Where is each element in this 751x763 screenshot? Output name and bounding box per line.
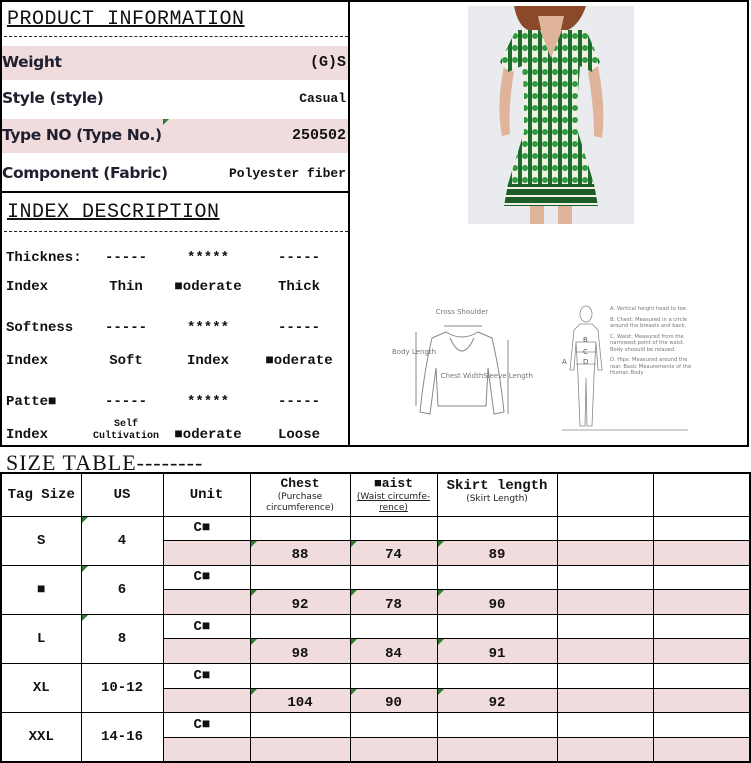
blank-cell: [350, 614, 437, 639]
pattern-level-row: [6, 419, 350, 445]
blank-cell: [250, 565, 350, 590]
tag-size-cell: [1, 713, 81, 762]
thickness-level-row: [6, 279, 350, 297]
tag-size-cell-text: XL: [32, 680, 50, 697]
index-marker: -----: [104, 320, 147, 336]
dress-photo-illustration: [468, 6, 634, 224]
letter-c: C: [583, 348, 588, 356]
cell-marker-icon: [251, 590, 257, 596]
blank-cell: [163, 639, 250, 664]
product-details-column: [2, 2, 350, 445]
us-size-cell-text: 10-12: [100, 680, 143, 697]
skirt-length-value-cell: [437, 737, 557, 762]
tag-size-cell: [1, 516, 81, 565]
size-table-title: SIZE TABLE--------: [6, 450, 204, 475]
chest-value-cell-text: 88: [291, 547, 309, 564]
us-size-cell-text: 8: [117, 630, 127, 647]
pattern-marker-row: [6, 394, 350, 412]
cell-marker-icon: [438, 590, 444, 596]
letter-b: B: [583, 336, 588, 344]
blank-cell: [437, 713, 557, 738]
skirt-length-value-cell-text: 91: [488, 645, 506, 662]
blank-cell: [350, 516, 437, 541]
index-level: ■oderate: [265, 353, 333, 369]
thickness-marker-row: [6, 250, 350, 268]
dashed-divider: [4, 231, 348, 232]
cross-shoulder-label: Cross Shoulder: [435, 308, 489, 316]
chest-value-cell-text: 92: [291, 596, 309, 613]
unit-cell-text: C■: [193, 667, 211, 684]
skirt-length-value-cell-text: 92: [488, 694, 506, 711]
header-label: US: [113, 486, 131, 503]
waist-value-cell-text: 78: [385, 596, 402, 613]
tag-size-cell-text: XXL: [28, 729, 54, 746]
header-sublabel: (Purchase circumference): [266, 491, 334, 513]
header-chest: [250, 473, 350, 516]
index-marker-selected: *****: [186, 320, 229, 336]
note-c: C. Waist: Measured from the narrowest point of the waist. Body shoould be relaxed.: [610, 333, 685, 353]
waist-value-cell: [350, 737, 437, 762]
blank-cell: [557, 516, 653, 541]
unit-cell-text: C■: [193, 717, 211, 734]
size-row-4-unit: [1, 664, 750, 689]
softness-level-row: [6, 353, 350, 371]
cell-marker-icon: [438, 689, 444, 695]
cell-marker-icon: [163, 119, 169, 125]
blank-cell: [557, 664, 653, 689]
header-unit: [163, 473, 250, 516]
tag-size-cell-text: S: [37, 532, 46, 549]
blank-cell: [557, 614, 653, 639]
cell-marker-icon: [351, 541, 357, 547]
blank-cell: [653, 516, 750, 541]
us-size-cell: [81, 664, 163, 713]
blank-cell: [437, 614, 557, 639]
blank-cell: [557, 590, 653, 615]
index-level: Loose: [277, 427, 320, 443]
tag-size-cell-text: L: [37, 630, 46, 647]
blank-cell: [437, 664, 557, 689]
unit-cell-text: C■: [193, 569, 211, 586]
index-label: Index: [6, 353, 49, 369]
blank-cell: [653, 614, 750, 639]
cell-marker-icon: [82, 566, 88, 572]
blank-cell: [653, 688, 750, 713]
index-marker-selected: *****: [186, 394, 229, 410]
blank-cell: [437, 565, 557, 590]
waist-value-cell-text: 74: [385, 547, 402, 564]
us-size-cell: [81, 516, 163, 565]
waist-value-cell-text: 84: [385, 645, 402, 662]
human-body-outline-icon: [560, 298, 692, 436]
cell-marker-icon: [351, 689, 357, 695]
chest-value-cell: [250, 541, 350, 566]
size-table: [0, 472, 751, 763]
blank-cell: [653, 713, 750, 738]
header-label: Tag Size: [7, 486, 75, 503]
cell-marker-icon: [351, 590, 357, 596]
info-row-component: [2, 157, 348, 191]
us-size-cell-text: 14-16: [100, 729, 143, 746]
chest-value-cell-text: 98: [291, 645, 309, 662]
unit-cell: [163, 516, 250, 541]
index-marker: -----: [104, 250, 147, 266]
index-level: Self Cultivation: [92, 419, 159, 442]
waist-value-cell: [350, 639, 437, 664]
tag-size-cell: [1, 565, 81, 614]
tag-size-cell: [1, 664, 81, 713]
body-measurement-diagram: [560, 298, 692, 436]
us-size-cell: [81, 565, 163, 614]
dashed-divider: [4, 36, 348, 37]
size-row-2-unit: [1, 565, 750, 590]
cell-marker-icon: [351, 639, 357, 645]
chest-width-label: Chest Width: [440, 372, 484, 380]
blank-cell: [653, 737, 750, 762]
us-size-cell-text: 6: [117, 581, 127, 598]
header-tag-size: [1, 473, 81, 516]
blank-cell: [163, 590, 250, 615]
info-value: 250502: [291, 127, 346, 144]
info-label: Style (style): [2, 89, 104, 107]
skirt-length-value-cell: [437, 590, 557, 615]
blank-cell: [250, 614, 350, 639]
blank-cell: [557, 639, 653, 664]
blank-cell: [557, 565, 653, 590]
note-d: D. Hips: Measured around the rear. Basic Meaurements of the Human Body: [610, 357, 692, 376]
index-level: Index: [186, 353, 229, 369]
info-value: Polyester fiber: [228, 166, 346, 181]
us-size-cell: [81, 713, 163, 762]
blank-cell: [250, 664, 350, 689]
cell-marker-icon: [438, 639, 444, 645]
sweater-outline-icon: [391, 302, 533, 426]
header-us: [81, 473, 163, 516]
index-label: Index: [6, 279, 49, 295]
index-level: Thick: [277, 279, 320, 295]
note-b: B. Chest: Measured in a circle around the breasts and back.: [610, 316, 688, 329]
index-level: ■oderate: [174, 279, 242, 295]
info-row-weight: [2, 46, 348, 80]
index-level: Thin: [109, 279, 143, 295]
header-sublabel: (Waist circumfe-rence): [356, 491, 431, 513]
index-marker: -----: [104, 394, 147, 410]
skirt-length-value-cell: [437, 541, 557, 566]
chest-value-cell: [250, 590, 350, 615]
images-column: [352, 2, 747, 445]
tag-size-cell: [1, 614, 81, 663]
index-marker-selected: *****: [186, 250, 229, 266]
header-label: ■aist: [373, 475, 413, 491]
waist-value-cell: [350, 590, 437, 615]
info-value: (G)S: [309, 54, 346, 71]
header-waist: [350, 473, 437, 516]
unit-cell: [163, 713, 250, 738]
cell-marker-icon: [82, 615, 88, 621]
cell-marker-icon: [251, 639, 257, 645]
dress-product-photo: [468, 6, 634, 224]
blank-cell: [653, 565, 750, 590]
tag-size-cell-text: ■: [37, 581, 46, 598]
us-size-cell-text: 4: [117, 532, 127, 549]
header-label: Skirt length: [446, 478, 548, 494]
blank-cell: [350, 664, 437, 689]
chest-value-cell: [250, 639, 350, 664]
sleeve-length-label: Sleeve Length: [483, 372, 533, 380]
blank-cell: [557, 688, 653, 713]
blank-cell: [163, 688, 250, 713]
blank-cell: [653, 639, 750, 664]
section-divider: [2, 191, 350, 193]
blank-cell: [653, 664, 750, 689]
index-label: Index: [6, 427, 49, 443]
cell-marker-icon: [438, 541, 444, 547]
softness-marker-row: [6, 320, 350, 338]
header-label: Chest: [280, 475, 320, 491]
info-label: Component (Fabric): [2, 164, 168, 182]
cell-marker-icon: [82, 517, 88, 523]
index-marker: -----: [277, 394, 320, 410]
header-empty: [653, 473, 750, 516]
size-row-1-unit: [1, 516, 750, 541]
chest-value-cell: [250, 737, 350, 762]
blank-cell: [653, 590, 750, 615]
skirt-length-value-cell-text: 90: [488, 596, 506, 613]
header-sublabel: (Skirt Length): [466, 494, 528, 504]
size-row-5-unit: [1, 713, 750, 738]
blank-cell: [250, 713, 350, 738]
info-row-style: [2, 82, 348, 116]
blank-cell: [653, 541, 750, 566]
blank-cell: [350, 565, 437, 590]
letter-a: A: [562, 358, 567, 366]
skirt-length-value-cell-text: 89: [488, 547, 506, 564]
blank-cell: [437, 516, 557, 541]
unit-cell-text: C■: [193, 618, 211, 635]
note-a: A. Vertical height head to toe.: [610, 306, 688, 312]
blank-cell: [350, 713, 437, 738]
blank-cell: [163, 541, 250, 566]
index-marker: -----: [277, 320, 320, 336]
cell-marker-icon: [251, 541, 257, 547]
header-skirt-length: [437, 473, 557, 516]
blank-cell: [250, 516, 350, 541]
garment-measurement-diagram: [391, 302, 533, 426]
letter-d: D: [583, 358, 589, 366]
waist-value-cell: [350, 688, 437, 713]
index-name: Patte■: [6, 394, 57, 410]
unit-cell: [163, 664, 250, 689]
index-level: ■oderate: [174, 427, 242, 443]
body-length-label: Body Length: [391, 348, 437, 356]
blank-cell: [163, 737, 250, 762]
waist-value-cell: [350, 541, 437, 566]
unit-cell: [163, 614, 250, 639]
product-information-title: PRODUCT INFORMATION: [7, 8, 245, 31]
skirt-length-value-cell: [437, 688, 557, 713]
index-name: Softness: [6, 320, 74, 336]
unit-cell: [163, 565, 250, 590]
chest-value-cell-text: 104: [287, 694, 313, 711]
index-marker: -----: [277, 250, 320, 266]
index-level: Soft: [109, 353, 143, 369]
size-row-3-unit: [1, 614, 750, 639]
waist-value-cell-text: 90: [385, 694, 402, 711]
us-size-cell: [81, 614, 163, 663]
info-label: Type NO (Type No.): [2, 126, 162, 144]
info-value: Casual: [299, 91, 346, 106]
blank-cell: [557, 541, 653, 566]
index-name: Thicknes:: [6, 250, 82, 266]
skirt-length-value-cell: [437, 639, 557, 664]
header-empty: [557, 473, 653, 516]
header-label: Unit: [189, 486, 224, 503]
info-label: Weight: [2, 53, 62, 71]
chest-value-cell: [250, 688, 350, 713]
blank-cell: [557, 737, 653, 762]
index-description-title: INDEX DESCRIPTION: [7, 201, 220, 224]
cell-marker-icon: [251, 689, 257, 695]
blank-cell: [557, 713, 653, 738]
size-table-header-row: [1, 473, 750, 516]
unit-cell-text: C■: [193, 520, 211, 537]
info-row-type-no: [2, 119, 348, 153]
